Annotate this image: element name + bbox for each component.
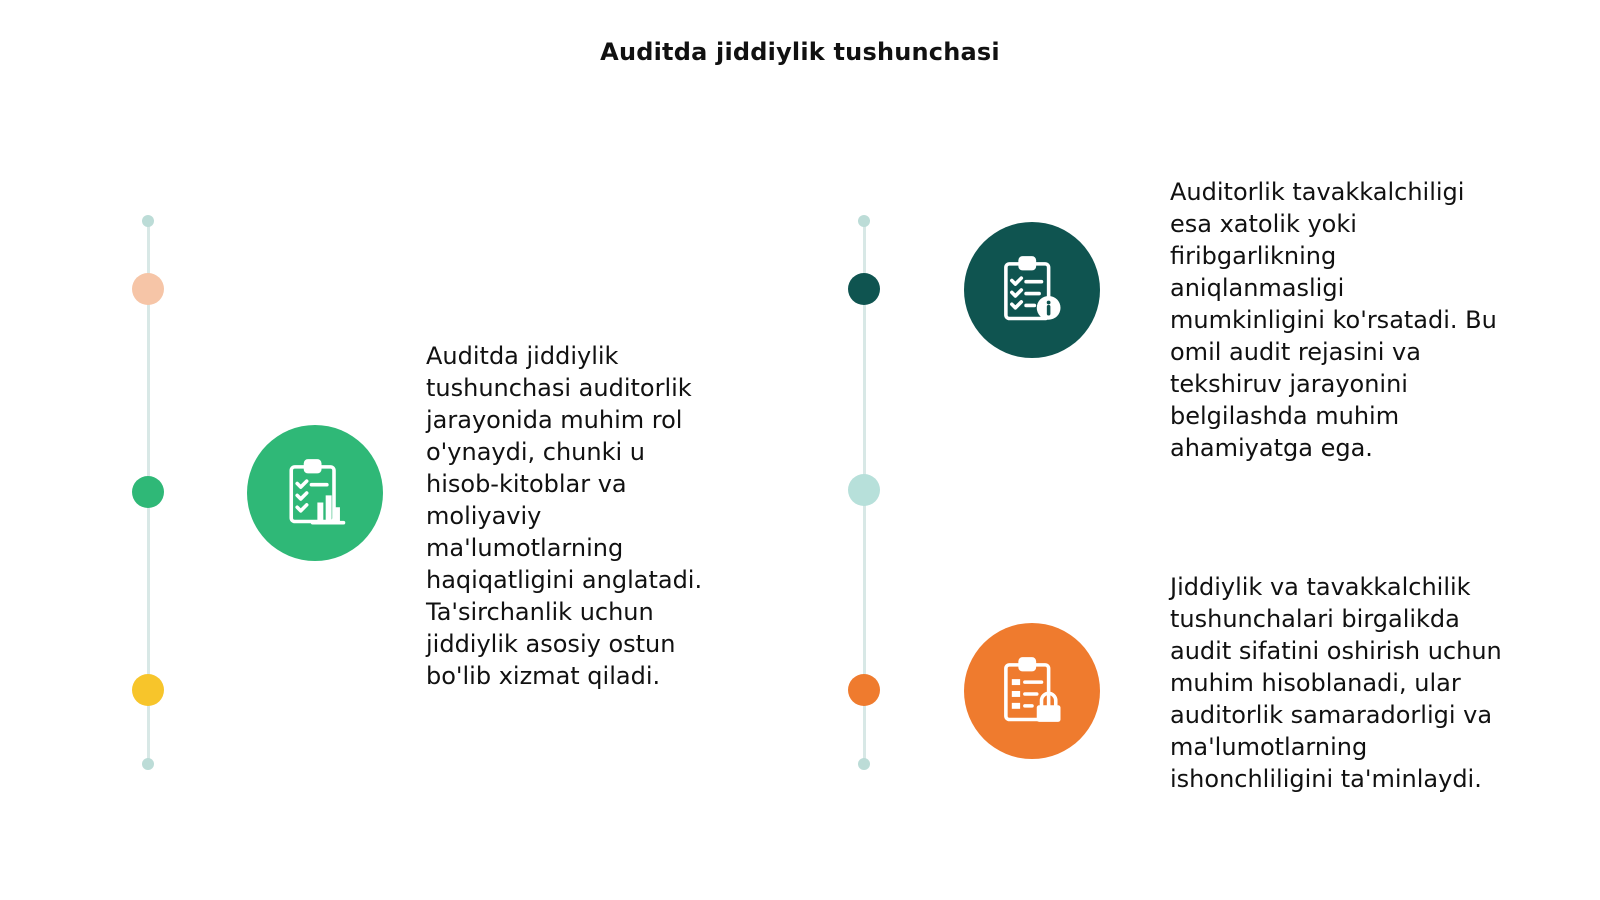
timeline-dot-light-teal	[848, 474, 880, 506]
timeline-end-dot	[142, 215, 154, 227]
clipboard-lock-icon	[994, 653, 1070, 729]
icon-circle-orange	[964, 623, 1100, 759]
timeline-dot-green	[132, 476, 164, 508]
timeline-dot-orange	[848, 674, 880, 706]
timeline-dot-teal-dark	[848, 273, 880, 305]
clipboard-info-icon	[994, 252, 1070, 328]
timeline-dot-peach	[132, 273, 164, 305]
clipboard-chart-icon	[277, 455, 353, 531]
text-block-1: Auditda jiddiylik tushunchasi auditorlik jarayonida muhim rol o'ynaydi, chunki u hisob-kitoblar va moliyaviy ma'lumotlarning haqiqatligini anglatadi. Ta'sirchanlik uchun jiddiylik asosiy ostun bo'lib xizmat qiladi.	[426, 342, 703, 690]
icon-circle-teal	[964, 222, 1100, 358]
text-block-3: Jiddiylik va tavakkalchilik tushunchalari birgalikda audit sifatini oshirish uchun muhim hisoblanadi, ular auditorlik samaradorligi va ma'lumotlarning ishonchliligini ta'minlaydi.	[1170, 573, 1502, 793]
icon-circle-green	[247, 425, 383, 561]
text-block-2: Auditorlik tavakkalchiligi esa xatolik yoki firibgarlikning aniqlanmasligi mumkinligini ko'rsatadi. Bu omil audit rejasini va tekshiruv jarayonini belgilashda muhim ahamiyatga ega.	[1170, 178, 1497, 462]
timeline-end-dot	[858, 215, 870, 227]
timeline-end-dot	[142, 758, 154, 770]
timeline-end-dot	[858, 758, 870, 770]
timeline-dot-yellow	[132, 674, 164, 706]
page-title: Auditda jiddiylik tushunchasi	[600, 38, 1000, 66]
